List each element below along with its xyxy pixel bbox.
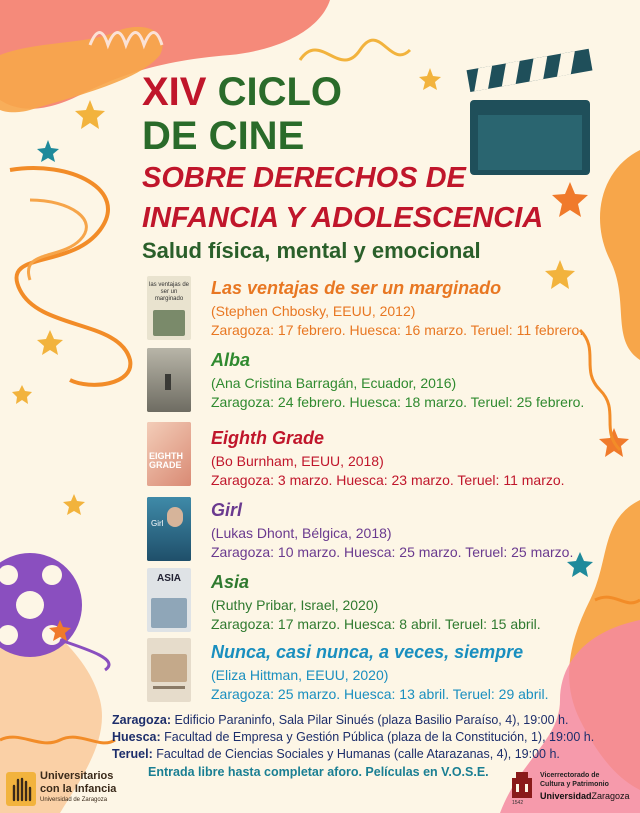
universitarios-con-la-infancia-logo [6,768,126,810]
logo-right-line1: Vicerrectorado de [540,772,600,779]
film-title-2: Alba [211,350,251,370]
film-credits-3: (Bo Burnham, EEUU, 2018) [211,453,384,469]
film-dates-2: Zaragoza: 24 febrero. Huesca: 18 marzo. Teruel: 25 febrero. [211,394,585,410]
orange-swirl-left-2 [28,200,86,280]
logo-right-line2: Cultura y Patrimonio [540,781,609,788]
tagline: Salud física, mental y emocional [142,238,481,263]
admission-note: Entrada libre hasta completar aforo. Películas en V.O.S.E. [148,765,489,779]
clapperboard-icon [467,49,593,175]
venue-huesca: Huesca: Facultad de Empresa y Gestión Pública (plaza de la Constitución, 1), 19:00 h. [112,730,595,744]
logo-left-line1: Universitarios [40,770,114,782]
venue-teruel: Teruel: Facultad de Ciencias Sociales y Humanas (calle Atarazanas, 4), 19:00 h. [112,747,560,761]
film-poster-1 [147,276,191,340]
film-poster-5 [147,568,191,632]
film-credits-4: (Lukas Dhont, Bélgica, 2018) [211,525,392,541]
logo-year: 1542 [512,800,524,806]
logo-right-line3: UniversidadZaragoza [540,791,630,801]
film-poster-6 [147,638,191,702]
edition-number: XIV [142,70,207,114]
film-poster-3 [147,422,191,486]
film-credits-1: (Stephen Chbosky, EEUU, 2012) [211,303,416,319]
subtitle-line1: SOBRE DERECHOS DE [142,162,466,194]
film-credits-6: (Eliza Hittman, EEUU, 2020) [211,667,389,683]
film-credits-2: (Ana Cristina Barragán, Ecuador, 2016) [211,375,457,391]
poster-3-text: EIGHTH GRADE [149,451,184,470]
poster-title-line1 [142,70,342,114]
film-credits-5: (Ruthy Pribar, Israel, 2020) [211,597,379,613]
poster-4-text: Girl [151,519,164,528]
logo-left-line3: Universidad de Zaragoza [40,797,108,803]
film-poster-2 [147,348,191,412]
film-title-3: Eighth Grade [211,428,325,448]
film-dates-6: Zaragoza: 25 marzo. Huesca: 13 abril. Teruel: 29 abril. [211,686,549,702]
venue-info [112,712,594,763]
yellow-squiggle [300,40,410,60]
venue-zaragoza: Zaragoza: Edificio Paraninfo, Sala Pilar Sinués (plaza Basilio Paraíso, 4), 19:00 h. [112,713,569,727]
poster-1-text: las ventajas de ser un marginado [148,282,190,302]
subtitle-line2: INFANCIA Y ADOLESCENCIA [142,202,544,234]
film-dates-5: Zaragoza: 17 marzo. Huesca: 8 abril. Teruel: 15 abril. [211,616,541,632]
film-dates-1: Zaragoza: 17 febrero. Huesca: 16 marzo. Teruel: 11 febrero. [211,322,584,338]
title-word-ciclo: CICLO [217,70,343,114]
logo-left-line2: con la Infancia [40,783,117,795]
film-dates-4: Zaragoza: 10 marzo. Huesca: 25 marzo. Teruel: 25 marzo. [211,544,574,560]
film-title-5: Asia [211,572,250,592]
hand-logo-icon [6,772,36,806]
poster-title-line2: DE CINE [142,114,305,158]
film-title-4: Girl [211,500,243,520]
film-title-6: Nunca, casi nunca, a veces, siempre [211,642,524,662]
orange-blob-right [600,150,640,360]
film-poster-4 [147,497,191,561]
poster-5-text: ASIA [157,573,181,584]
universidad-zaragoza-logo [510,770,638,810]
film-title-1: Las ventajas de ser un marginado [211,278,502,298]
film-dates-3: Zaragoza: 3 marzo. Huesca: 23 marzo. Teruel: 11 marzo. [211,472,565,488]
